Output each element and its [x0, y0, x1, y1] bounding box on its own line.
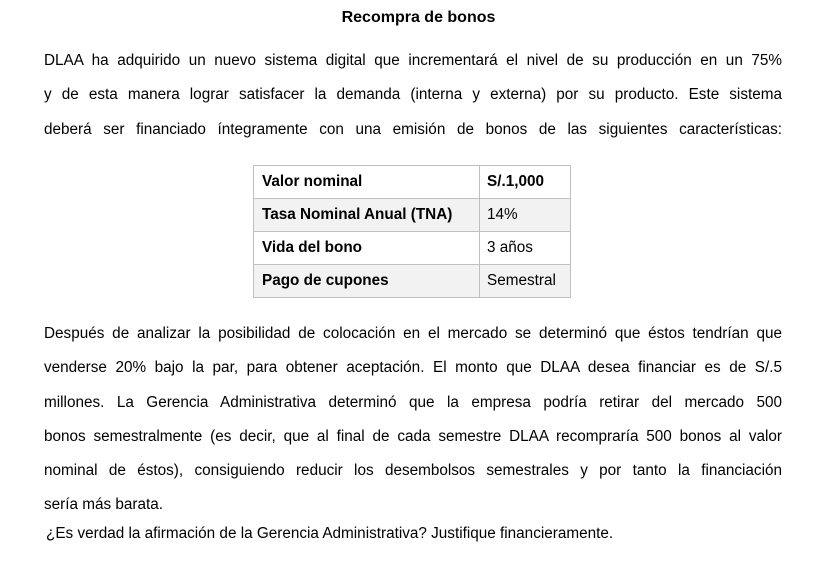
paragraph-line: millones. La Gerencia Administrativa determinó que la empresa podría retirar del mercado 500: [44, 393, 782, 411]
table-row: [254, 232, 571, 265]
paragraph-intro: [44, 44, 782, 147]
paragraph-line: bonos semestralmente (es decir, que al final de cada semestre DLAA recompraría 500 bonos al valor: [44, 427, 782, 445]
table-cell-label: Pago de cupones: [254, 265, 480, 298]
question-text: ¿Es verdad la afirmación de la Gerencia Administrativa? Justifique financieramente.: [46, 525, 614, 542]
paragraph-line: DLAA ha adquirido un nuevo sistema digital que incrementará el nivel de su producción en un 75%: [44, 52, 782, 69]
table-row: [254, 166, 571, 199]
bond-characteristics-table: [253, 165, 571, 298]
table-cell-value: 14%: [480, 199, 571, 232]
document-title: Recompra de bonos: [341, 9, 496, 26]
paragraph-line: venderse 20% bajo la par, para obtener aceptación. El monto que DLAA desea financiar es de S/.5: [44, 359, 782, 377]
paragraph-line: deberá ser financiado íntegramente con una emisión de bonos de las siguientes características:: [44, 120, 782, 138]
paragraph-line: Después de analizar la posibilidad de colocación en el mercado se determinó que éstos tendrían que: [44, 325, 782, 342]
table-row: [254, 265, 571, 298]
table-cell-label: Vida del bono: [254, 232, 480, 265]
paragraph-line: nominal de éstos), consiguiendo reducir los desembolsos semestrales y por tanto la financiación: [44, 462, 782, 480]
table-cell-value: Semestral: [480, 265, 571, 298]
paragraph-analysis: [44, 317, 782, 523]
table-cell-label: Valor nominal: [254, 166, 480, 199]
table-cell-label: Tasa Nominal Anual (TNA): [254, 199, 480, 232]
paragraph-line: sería más barata.: [44, 496, 164, 514]
table-cell-value: S/.1,000: [480, 166, 571, 199]
table-cell-value: 3 años: [480, 232, 571, 265]
table-row: [254, 199, 571, 232]
paragraph-line: y de esta manera lograr satisfacer la demanda (interna y externa) por su producto. Este sistema: [44, 86, 782, 104]
